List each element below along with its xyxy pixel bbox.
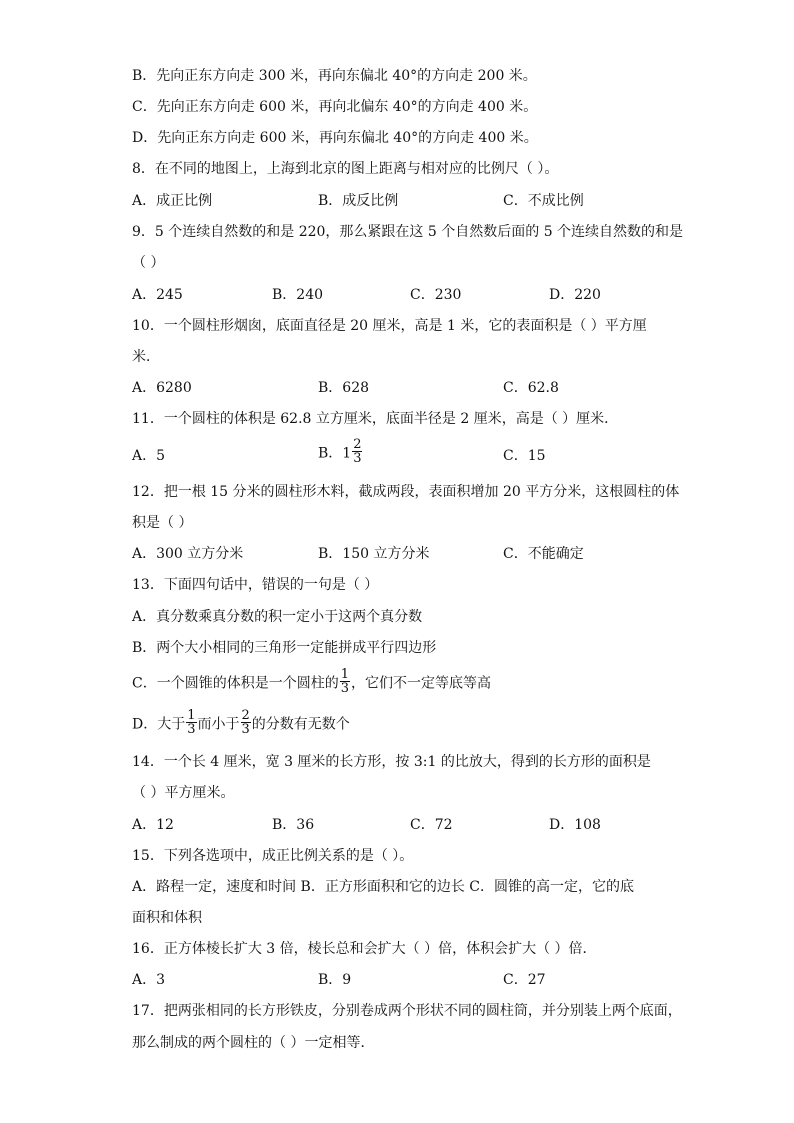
q14-stem-line1: 14．一个长 4 厘米，宽 3 厘米的长方形，按 3:1 的比放大，得到的长方形的面积是: [132, 754, 651, 770]
q11-option-c: C．15: [503, 448, 546, 464]
q15-options-line2: 面积和体积: [132, 910, 202, 926]
q14-option-a: A．12: [132, 817, 174, 833]
q13-option-d-text-end: 的分数有无数个: [251, 716, 350, 733]
q9-stem-line1: 9．5 个连续自然数的和是 220，那么紧跟在这 5 个自然数后面的 5 个连续自然数的和是: [132, 224, 684, 240]
q11-option-b-prefix: B．1: [318, 445, 352, 462]
q9-option-b: B．240: [272, 287, 324, 303]
q10-stem-line1: 10．一个圆柱形烟囱，底面直径是 20 厘米，高是 1 米，它的表面积是（ ）平方厘: [132, 318, 647, 334]
q13-option-d: [132, 708, 350, 737]
q13-stem: 13．下面四句话中，错误的一句是（ ）: [132, 577, 379, 593]
q8-option-a: A．成正比例: [132, 193, 213, 209]
q9-option-c: C．230: [410, 287, 462, 303]
q15-stem: 15．下列各选项中，成正比例关系的是（ ）。: [132, 848, 414, 864]
q16-option-c: C．27: [503, 972, 546, 988]
fraction-denominator: 3: [241, 722, 250, 737]
fraction-denominator: 3: [340, 681, 349, 696]
q10-stem-line2: 米．: [132, 349, 160, 365]
q13-option-c-text-start: C．一个圆锥的体积是一个圆柱的: [132, 675, 339, 692]
q12-stem-line2: 积是（ ）: [132, 515, 193, 531]
q13-option-d-text-middle: 而小于: [197, 716, 240, 733]
q14-option-d: D．108: [549, 817, 601, 833]
q16-stem: 16．正方体棱长扩大 3 倍，棱长总和会扩大（ ）倍，体积会扩大（ ）倍．: [132, 941, 597, 957]
q7-option-d: D．先向正东方向走 600 米，再向东偏北 40°的方向走 400 米。: [132, 130, 538, 146]
q13-option-c: [132, 667, 491, 696]
q10-option-a: A．6280: [132, 380, 192, 396]
q7-option-b: B．先向正东方向走 300 米，再向东偏北 40°的方向走 200 米。: [132, 68, 537, 84]
fraction-denominator: 3: [187, 722, 196, 737]
q12-option-b: B．150 立方分米: [318, 546, 430, 562]
q13-option-c-text-end: ，它们不一定等底等高: [351, 675, 491, 692]
q14-option-b: B．36: [272, 817, 315, 833]
q10-option-b: B．628: [318, 380, 370, 396]
q7-option-c: C．先向正东方向走 600 米，再向北偏东 40°的方向走 400 米。: [132, 99, 538, 115]
fraction: [241, 709, 251, 736]
q17-stem-line1: 17．把两张相同的长方形铁皮，分别卷成两个形状不同的圆柱筒，并分别装上两个底面，: [132, 1003, 682, 1019]
q12-option-a: A．300 立方分米: [132, 546, 244, 562]
q13-option-a: A．真分数乘真分数的积一定小于这两个真分数: [132, 609, 423, 625]
q11-stem: 11．一个圆柱的体积是 62.8 立方厘米，底面半径是 2 厘米，高是（ ）厘米．: [132, 411, 619, 427]
fraction-denominator: 3: [353, 451, 362, 466]
q11-option-a: A．5: [132, 448, 166, 464]
fraction-numerator: 1: [187, 708, 196, 723]
q8-option-c: C．不成比例: [503, 193, 584, 209]
q13-option-d-text-start: D．大于: [132, 716, 186, 733]
q11-option-b: [318, 437, 363, 467]
q8-stem: 8．在不同的地图上，上海到北京的图上距离与相对应的比例尺（ ）。: [132, 161, 559, 177]
q17-stem-line2: 那么制成的两个圆柱的（ ）一定相等．: [132, 1035, 375, 1051]
q9-option-d: D．220: [549, 287, 601, 303]
q14-stem-line2: （ ）平方厘米。: [132, 785, 235, 801]
q9-option-a: A．245: [132, 287, 183, 303]
q9-stem-line2: （ ）: [132, 255, 165, 271]
fraction: [340, 668, 350, 695]
q12-stem-line1: 12．把一根 15 分米的圆柱形木料，截成两段，表面积增加 20 平方分米，这根圆柱的体: [132, 484, 680, 500]
fraction-numerator: 2: [353, 437, 362, 452]
q8-option-b: B．成反比例: [318, 193, 399, 209]
q13-option-b: B．两个大小相同的三角形一定能拼成平行四边形: [132, 640, 437, 656]
fraction-numerator: 1: [340, 667, 349, 682]
q14-option-c: C．72: [410, 817, 453, 833]
fraction: [186, 709, 196, 736]
q15-options-line1: A．路程一定，速度和时间 B．正方形面积和它的边长 C．圆锥的高一定，它的底: [132, 879, 635, 895]
q16-option-b: B．9: [318, 972, 352, 988]
q16-option-a: A．3: [132, 972, 166, 988]
fraction: [352, 438, 362, 465]
q10-option-c: C．62.8: [503, 380, 559, 396]
q12-option-c: C．不能确定: [503, 546, 584, 562]
fraction-numerator: 2: [241, 708, 250, 723]
